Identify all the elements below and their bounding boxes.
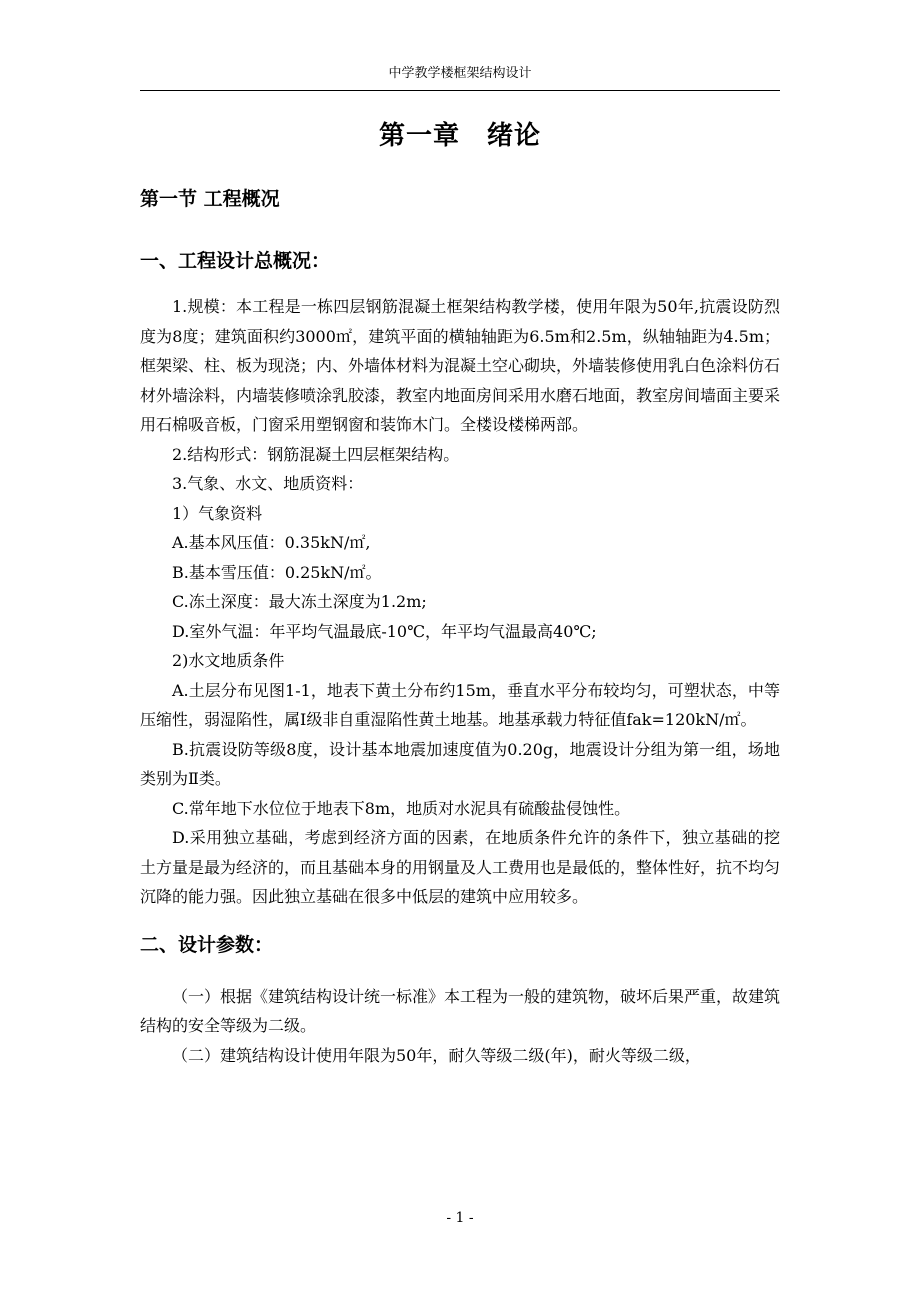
paragraph-foundation: D.采用独立基础，考虑到经济方面的因素，在地质条件允许的条件下，独立基础的挖土方量是最为经济的，而且基础本身的用钢量及人工费用也是最低的，整体性好，抗不均匀沉降的能力强。因此独立基础在很多中低层的建筑中应用较多。 bbox=[140, 828, 781, 906]
paragraph-seismic: B.抗震设防等级8度，设计基本地震加速度值为0.20g，地震设计分组为第一组，场地类别为Ⅱ类。 bbox=[140, 739, 780, 788]
paragraph-structure: 2.结构形式：钢筋混凝土四层框架结构。 bbox=[172, 444, 460, 464]
document-body bbox=[140, 178, 780, 1070]
page-number: - 1 - bbox=[446, 1210, 474, 1226]
paragraph-soil-layers: A.土层分布见图1-1，地表下黄土分布约15m，垂直水平分布较均匀，可塑状态，中等压缩性，弱湿陷性，属Ⅰ级非自重湿陷性黄土地基。地基承载力特征值fak=120kN/㎡。 bbox=[140, 680, 780, 729]
chapter-title: 第一章 绪论 bbox=[378, 121, 541, 151]
paragraph-frost-depth: C.冻土深度：最大冻土深度为1.2m; bbox=[172, 592, 427, 611]
section-title: 第一节 工程概况 bbox=[140, 188, 280, 210]
paragraph-meteorology-heading: 3.气象、水文、地质资料： bbox=[172, 474, 364, 493]
paragraph-climate-heading: 1）气象资料 bbox=[172, 503, 263, 523]
part1-title: 一、工程设计总概况： bbox=[140, 250, 331, 272]
paragraph-wind-pressure: A.基本风压值：0.35kN/㎡, bbox=[172, 533, 371, 552]
paragraph-service-life: （二）建筑结构设计使用年限为50年，耐久等级二级(年)，耐火等级二级， bbox=[172, 1045, 701, 1065]
running-header: 中学教学楼框架结构设计 bbox=[140, 64, 780, 91]
part2-title: 二、设计参数： bbox=[140, 933, 274, 956]
paragraph-temperature: D.室外气温：年平均气温最底-10℃，年平均气温最高40℃; bbox=[172, 621, 597, 641]
paragraph-groundwater: C.常年地下水位位于地表下8m，地质对水泥具有硫酸盐侵蚀性。 bbox=[172, 798, 631, 818]
paragraph-hydrogeology-heading: 2)水文地质条件 bbox=[172, 651, 285, 670]
paragraph-scale: 1.规模：本工程是一栋四层钢筋混凝土框架结构教学楼，使用年限为50年,抗震设防烈度为8度；建筑面积约3000㎡，建筑平面的横轴轴距为6.5m和2.5m，纵轴轴距为4.5m；框架梁、柱、板为现浇；内、外墙体材料为混凝土空心砌块，外墙装修使用乳白色涂料仿石材外墙涂料，内墙装修喷涂乳胶漆，教室内地面房间采用水磨石地面，教室房间墙面主要采用石棉吸音板，门窗采用塑钢窗和装饰木门。全楼设楼梯两部。 bbox=[140, 297, 781, 434]
paragraph-snow-pressure: B.基本雪压值：0.25kN/㎡。 bbox=[172, 562, 382, 582]
paragraph-safety-grade: （一）根据《建筑结构设计统一标准》本工程为一般的建筑物，破坏后果严重，故建筑结构的安全等级为二级。 bbox=[140, 986, 781, 1035]
